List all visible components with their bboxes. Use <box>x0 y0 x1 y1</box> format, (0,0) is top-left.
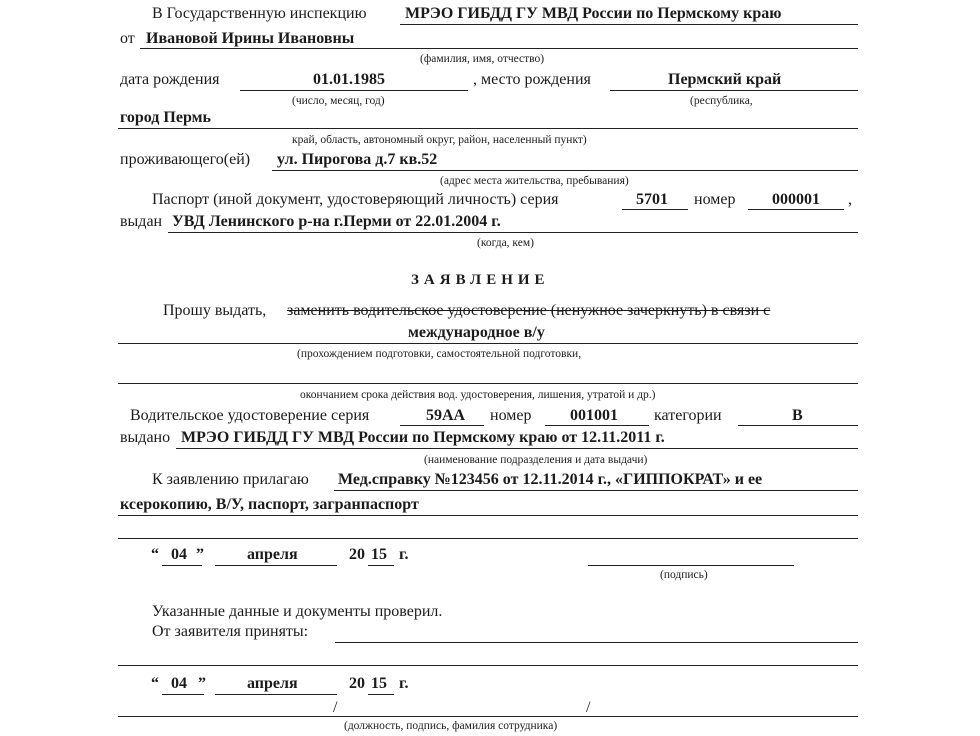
date2-year-suffix[interactable]: 15 <box>371 675 387 692</box>
category-line <box>738 425 858 426</box>
date1-day-line <box>162 565 202 566</box>
request-struck-text: заменить водительское удостоверение (ненужное зачеркнуть) в связи с <box>287 302 771 319</box>
license-number-line <box>545 425 649 426</box>
category-value[interactable]: В <box>792 407 803 424</box>
issued-value[interactable]: УВД Ленинского р-на г.Перми от 22.01.2004 г. <box>172 213 501 230</box>
from-line <box>140 48 858 49</box>
license-label: Водительское удостоверение серия <box>130 407 370 424</box>
license-issued-label: выдано <box>120 429 171 446</box>
birth-date-hint: (число, месяц, год) <box>292 95 385 107</box>
date2-year-prefix: 20 <box>349 675 365 692</box>
attach-value-1[interactable]: Мед.справку №123456 от 12.11.2014 г., «ГИППОКРАТ» и ее <box>338 471 763 488</box>
reason-hint-2: окончанием срока действия вод. удостоверения, лишения, утратой и др.) <box>300 389 656 401</box>
residence-line <box>272 170 858 171</box>
reason-line <box>118 383 858 384</box>
attach-line-1 <box>334 490 858 491</box>
attach-value-2[interactable]: ксерокопию, В/У, паспорт, загранпаспорт <box>120 496 419 513</box>
residence-hint: (адрес места жительства, пребывания) <box>440 175 629 187</box>
birth-place-line <box>610 90 858 91</box>
date1-quote-open: “ <box>151 546 159 563</box>
issued-hint: (когда, кем) <box>477 237 534 249</box>
attach-line-3 <box>118 538 858 539</box>
request-line <box>118 343 858 344</box>
license-series[interactable]: 59АА <box>426 407 466 424</box>
birth-date-value[interactable]: 01.01.1985 <box>313 71 385 88</box>
signature-hint: (подпись) <box>660 569 708 581</box>
officer-slash-1: / <box>333 699 338 716</box>
attach-line-2 <box>118 515 858 516</box>
inspection-value[interactable]: МРЭО ГИБДД ГУ МВД России по Пермскому краю <box>405 5 782 22</box>
date2-quote-open: “ <box>151 675 159 692</box>
residence-label: проживающего(ей) <box>120 151 251 168</box>
region-hint: край, область, автономный округ, район, населенный пункт) <box>292 134 587 146</box>
date1-year-prefix: 20 <box>349 546 365 563</box>
checked-text: Указанные данные и документы проверил. <box>152 603 443 620</box>
passport-number-line <box>748 209 844 210</box>
officer-hint: (должность, подпись, фамилия сотрудника) <box>344 720 558 732</box>
date1-year-unit: г. <box>399 546 409 563</box>
attach-label: К заявлению прилагаю <box>152 471 309 488</box>
birth-place-value-2[interactable]: город Пермь <box>120 109 211 126</box>
category-label: категории <box>654 407 722 424</box>
license-issued-line <box>176 448 858 449</box>
birth-place-hint: (республика, <box>690 95 753 107</box>
license-number[interactable]: 001001 <box>570 407 618 424</box>
license-issued-value[interactable]: МРЭО ГИБДД ГУ МВД России по Пермскому краю от 12.11.2011 г. <box>181 429 665 446</box>
birth-place-line-2 <box>118 128 858 129</box>
date1-day[interactable]: 04 <box>171 546 187 563</box>
date1-month[interactable]: апреля <box>247 546 298 563</box>
date2-month[interactable]: апреля <box>247 675 298 692</box>
date1-year-line <box>368 565 394 566</box>
accepted-line[interactable] <box>335 642 858 643</box>
date1-quote-close: ” <box>196 546 204 563</box>
license-series-line <box>400 425 484 426</box>
date2-month-line <box>215 694 337 695</box>
birth-date-label: дата рождения <box>120 71 220 88</box>
inspection-line <box>400 24 858 25</box>
reason-hint-1: (прохождением подготовки, самостоятельной подготовки, <box>297 348 582 360</box>
birth-date-line <box>240 90 468 91</box>
inspection-label: В Государственную инспекцию <box>152 5 367 22</box>
statement-title: ЗАЯВЛЕНИЕ <box>411 272 550 288</box>
passport-number[interactable]: 000001 <box>772 191 820 208</box>
passport-comma: , <box>848 191 852 208</box>
license-issued-hint: (наименование подразделения и дата выдачи) <box>424 454 648 466</box>
passport-series-line <box>622 209 688 210</box>
accepted-label: От заявителя приняты: <box>152 623 309 640</box>
date2-year-line <box>368 694 394 695</box>
date2-year-unit: г. <box>399 675 409 692</box>
license-number-label: номер <box>490 407 532 424</box>
birth-place-label: , место рождения <box>473 71 591 88</box>
issued-line <box>168 232 858 233</box>
request-prefix: Прошу выдать, <box>163 302 267 319</box>
from-value[interactable]: Ивановой Ирины Ивановны <box>146 30 355 47</box>
date2-day-line <box>162 694 204 695</box>
issued-label: выдан <box>120 213 163 230</box>
passport-label: Паспорт (иной документ, удостоверяющий личность) серия <box>152 191 559 208</box>
date1-year-suffix[interactable]: 15 <box>371 546 387 563</box>
from-hint: (фамилия, имя, отчество) <box>420 53 545 65</box>
accepted-line-2 <box>118 665 858 666</box>
request-value[interactable]: международное в/у <box>408 324 545 341</box>
officer-slash-2: / <box>586 699 591 716</box>
passport-number-label: номер <box>694 191 736 208</box>
passport-series[interactable]: 5701 <box>636 191 668 208</box>
date1-month-line <box>215 565 337 566</box>
from-label: от <box>120 30 135 47</box>
date2-day[interactable]: 04 <box>171 675 187 692</box>
signature-line[interactable] <box>588 565 794 566</box>
birth-place-value[interactable]: Пермский край <box>668 71 782 88</box>
officer-line[interactable] <box>118 716 858 717</box>
residence-value[interactable]: ул. Пирогова д.7 кв.52 <box>277 151 438 168</box>
date2-quote-close: ” <box>198 675 206 692</box>
